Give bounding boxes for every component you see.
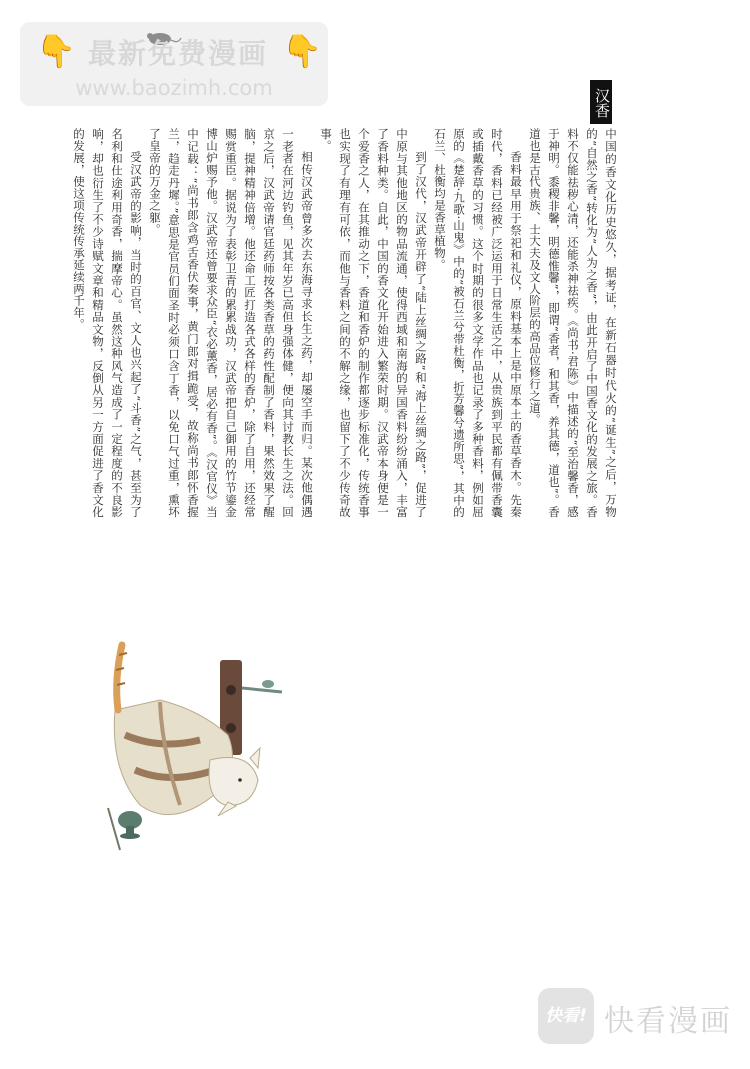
- watermark-title: 最新免费漫画: [87, 37, 268, 70]
- paragraph: 到了汉代，汉武帝开辟了“陆上丝绸之路”和“海上丝绸之路”，促进了中原与其他地区的物品流通，使得西域和南海的异国香料纷纷涌入，丰富了香料种类。自此，中国的香文化开始进入繁荣时期。汉武帝本身便是一个爱香之人，在其推动之下，香道和香炉的制作都逐步标准化，传统香事也实现了有理有可依，而他与香料之间的不解之缘，也留下了不少传奇故事。: [319, 128, 428, 518]
- pointing-down-hand-icon: 👇: [36, 32, 76, 70]
- paragraph: 中国的香文化历史悠久，据考证，在新石器时代火的“诞生”之后，万物的“自然之香”转化为“人为之香”，由此开启了中国香文化的发展之旅。香料不仅能祛秽心清，还能杀神祛疾。《尚书·君陈》中描述的“至治馨香，感于神明。黍稷非馨，明德惟馨”，即谓“香者，和其香，养其德，道也”。香道也是古代贵族、士大夫及文人阶层的高品位修行之道。: [528, 128, 618, 518]
- paragraph: 香料最早用于祭祀和礼仪，原料基本上是中原本土的香草香木。先秦时代，香料已经被广泛运用于日常生活之中，从贵族到平民都有佩带香囊或插戴香草的习惯。这个时期的很多文学作品也记录了多种香料，例如屈原的《楚辞·九歌·山鬼》中的“被石兰兮带杜衡，折芳馨兮遗所思”，其中的石兰、杜衡均是香草植物。: [433, 128, 523, 518]
- watermark-url: www.baozimh.com: [75, 76, 273, 100]
- paragraph: 受汉武帝的影响，当时的百官、文人也兴起了“斗香”之气，甚至为了名利和仕途利用奇香，揣摩帝心。虽然这种风气造成了一定程度的不良影响，却也衍生了不少诗赋文章和精品文物，反倒从另一方面促进了香文化的发展，使这项传统传承延续两千年。: [72, 128, 143, 518]
- watermark-bottom: [538, 988, 738, 1044]
- pointing-down-hand-icon: 👇: [282, 32, 322, 70]
- chapter-tag: 汉香: [590, 80, 612, 124]
- paragraph: 相传汉武帝曾多次去东海寻求长生之药，却屡空手而归。某次他偶遇一老者在河边钓鱼，见其年岁已高但身强体健，便向其讨教长生之法。回京之后，汉武帝请官廷药师按各类香草的药性配制了香料，果然效果了醒脑，提神精神倍增。他还命工匠打造各式各样的香炉，除了自用，还经常赐赏重臣。据说为了表彰卫青的累累战功，汉武帝把自己御用的竹节鎏金博山炉赐予他。汉武帝还曾要求众臣“衣必薰香，居必有香”。《汉官仪》当中记载：“尚书郎含鸡舌香伏奏事，黄门郎对揖跪受，故称尚书郎怀香握兰，趋走丹墀。”意思是官员们面圣时必须口含丁香，以免口气过重，熏坏了皇帝的万金之躯。: [148, 128, 314, 518]
- article-text: [72, 128, 620, 518]
- kuaikan-logo-icon: 快看!: [538, 988, 594, 1044]
- watermark-top: [20, 22, 328, 106]
- cat-incense-illustration: [100, 640, 300, 860]
- watermark-brand: 快看漫画: [604, 1004, 732, 1039]
